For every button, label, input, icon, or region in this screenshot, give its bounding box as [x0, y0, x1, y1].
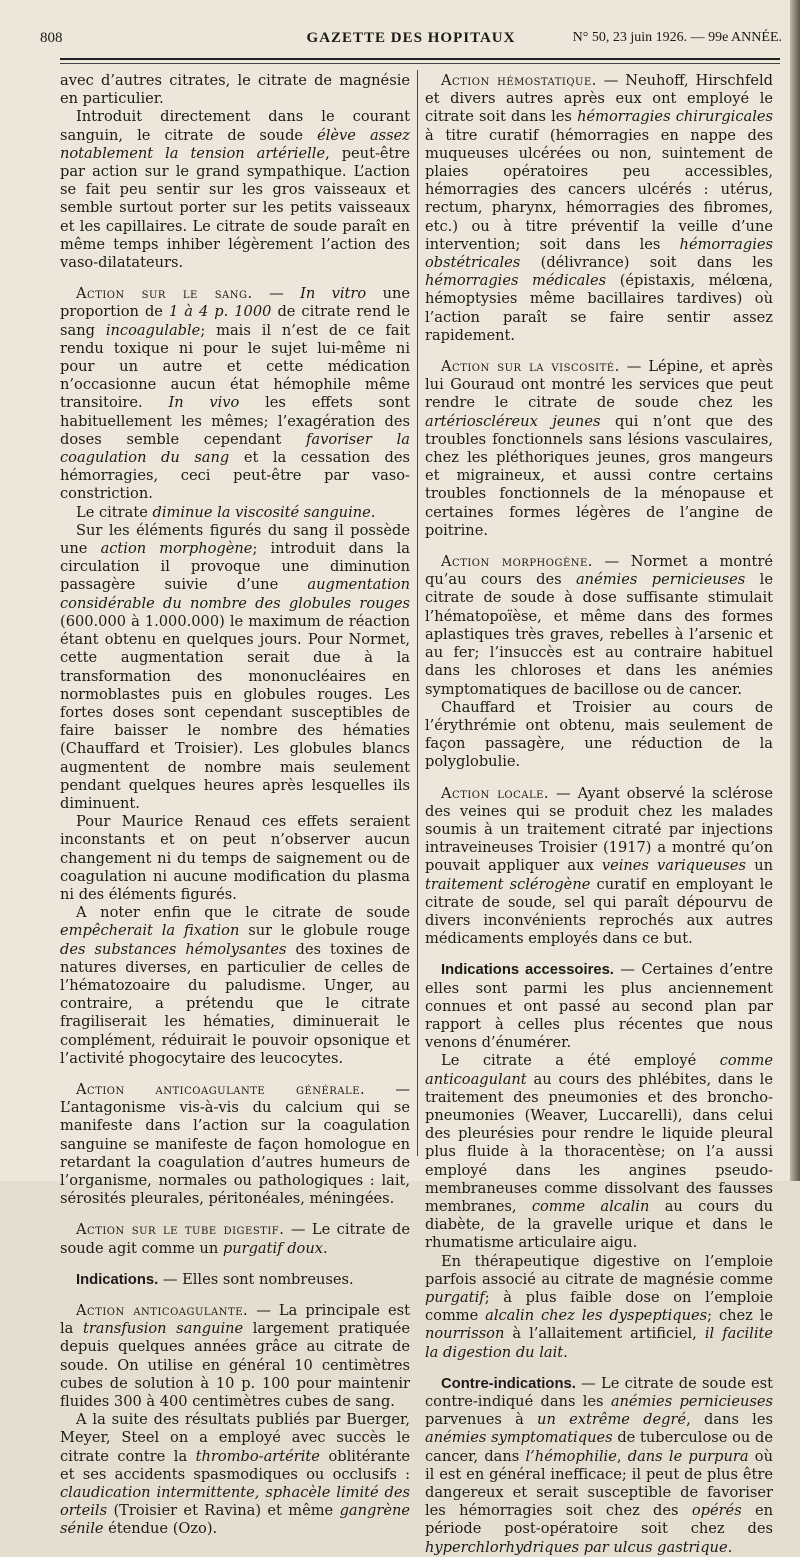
page-edge-shadow — [790, 0, 800, 1181]
paragraph: Le citrate diminue la viscosité sanguine. — [76, 503, 376, 521]
left-column — [60, 72, 410, 1539]
section-heading: Action morphogène. — [441, 553, 593, 571]
paragraph: Sur les éléments figurés du sang il possède une action morphogène; introduit dans la circulation il provoque une diminution passagère suivie d’une augmentation considérable du nombre des globules rouges (600.000 à 1.000.000) le maximum de réaction étant obtenu en quelques jours. Pour Normet, cette augmentation serait due à la transformation des mononucléaires en normoblastes puis en globules rouges. Les fortes doses sont cependant susceptibles de faire baisser le nombre des hématies (Chauffard et Troisier). Les globules blancs augmentent de nombre mais seulement pendant quelques heures après lesquelles ils diminuent. — [60, 521, 410, 812]
section-heading: Action anticoagulante générale. — [76, 1080, 366, 1098]
section-heading: Action sur le sang. — [76, 285, 253, 303]
section-action-morphogene: Action morphogène. — Normet a montré qu’au cours des anémies pernicieuses le citrate de soude à dose suffisante stimulait l’hématopoïèse, et même dans des formes aplastiques très graves, rebelles à l’arsenic et au fer; l’insuccès est au contraire habituel dans les chloroses et dans les anémies symptomatiques de bacillose ou de cancer. — [425, 553, 773, 698]
paragraph: Le citrate a été employé comme anticoagulant au cours des phlébites, dans le traitement des pneumonies et des broncho-pneumonies (Weaver, Luccarelli), dans celui des pleurésies pour rendre le liquide pleural plus fluide à la thoracentèse; on l’a aussi employé dans les angines pseudo-membraneuses comme dissolvant des fausses membranes, comme alcalin au cours du diabète, de la gravelle urique et dans le rhumatisme articulaire aigu. — [425, 1052, 773, 1252]
section-heading: Action sur le tube digestif. — [76, 1221, 285, 1239]
section-heading: Action locale. — [441, 784, 550, 802]
section-heading: Action anticoagulante. — [76, 1302, 249, 1319]
paragraph: En thérapeutique digestive on l’emploie parfois associé au citrate de magnésie comme purgatif; à plus faible dose on l’emploie comme alcalin chez les dyspeptiques; chez le nourrisson à l’allaitement artificiel, il facilite la digestion du lait. — [425, 1252, 773, 1361]
right-column — [425, 72, 773, 1557]
paragraph: avec d’autres citrates, le citrate de magnésie en particulier. — [60, 72, 410, 108]
paragraph: A la suite des résultats publiés par Buerger, Meyer, Steel on a employé avec succès le citrate contre la thrombo-artérite oblitérante et ses accidents spasmodiques ou occlusifs : claudication intermittente, sphacèle limité des orteils (Troisier et Ravina) et même gangrène sénile étendue (Ozo). — [60, 1411, 410, 1538]
section-indications-accessoires: Indications accessoires. — Certaines d’entre elles sont parmi les plus anciennement connues et ont passé au second plan par rapport à celles plus récentes que nous venons d’énumérer. — [425, 961, 773, 1052]
journal-title: GAZETTE DES HOPITAUX — [306, 30, 516, 46]
paragraph: Pour Maurice Renaud ces effets seraient inconstants et on peut n’observer aucun changement ni du temps de saignement ou de coagulation ni aucune modification du plasma ni des éléments figurés. — [60, 813, 410, 903]
section-action-locale: Action locale. — Ayant observé la sclérose des veines qui se produit chez les malades soumis à un traitement citraté par injections intraveineuses Troisier (1917) a montré qu’on pouvait appliquer aux veines variqueuses un traitement sclérogène curatif en employant le citrate de soude, sel qui paraît dépourvu de divers inconvénients reprochés aux autres médicaments employés dans ce but. — [425, 784, 773, 948]
section-heading: Contre-indications. — [441, 1375, 576, 1392]
section-heading: Indications accessoires. — [441, 962, 614, 979]
section-action-sang: Action sur le sang. — In vitro une proportion de 1 à 4 p. 1000 de citrate rend le sang incoagulable; mais il n’est de ce fait rendu toxique ni pour le sujet lui-même ni pour un autre et cette médication n’occasionne aucun état hémophile même transitoire. In vivo les effets sont habituellement les mêmes; l’exagération des doses semble cependant favoriser la coagulation du sang et la cessation des hémorragies, ceci peut-être par vaso-constriction. — [60, 285, 411, 503]
section-anticoagulante-generale: Action anticoagulante générale. — L’antagonisme vis-à-vis du calcium qui se manifeste dans l’action sur la coagulation sanguine se manifeste de façon homologue en retardant la coagulation d’autres humeurs de l’organisme, normales ou pathologiques : lait, sérosités pleurales, péritonéales, méningées. — [60, 1080, 411, 1208]
page-number: 808 — [40, 30, 63, 46]
section-heading: Action sur la viscosité. — [441, 358, 620, 376]
paragraph: A noter enfin que le citrate de soude empêcherait la fixation sur le globule rouge des substances hémolysantes des toxines de natures diverses, en particulier de celles de l’hématozoaire du paludisme. Unger, au contraire, a prétendu que le citrate fragiliserait les hématies, diminuerait le complément, réduirait le pouvoir opsonique et l’activité phogocytaire des leucocytes. — [60, 904, 411, 1067]
page-header — [40, 30, 782, 60]
section-action-viscosite: Action sur la viscosité. — Lépine, et après lui Gouraud ont montré les services que peut rendre le citrate de soude chez les artérioscléreux jeunes qui n’ont que des troubles fonctionnels sans lésions vasculaires, chez les pléthoriques jeunes, gros mangeurs et migraineux, et aussi contre certains troubles fonctionnels de la ménopause et certaines formes légères de l’angine de poitrine. — [425, 358, 773, 539]
section-heading: Action hémostatique. — [441, 72, 597, 89]
section-heading: Indications. — [76, 1271, 159, 1288]
section-indications: Indications. — Elles sont nombreuses. — [76, 1270, 354, 1288]
paragraph: Introduit directement dans le courant sanguin, le citrate de soude élève assez notablement la tension artérielle, peut-être par action sur le grand sympathique. L’action se fait peu sentir sur les gros vaisseaux et semble surtout porter sur les petits vaisseaux et les capillaires. Le citrate de soude paraît en même temps inhiber légèrement l’action des vaso-dilatateurs. — [60, 108, 410, 272]
column-divider — [417, 70, 418, 1156]
header-rule-thin — [60, 63, 780, 64]
section-tube-digestif: Action sur le tube digestif. — Le citrate de soude agit comme un purgatif doux. — [60, 1221, 410, 1257]
section-action-anticoagulante: Action anticoagulante. — La principale est la transfusion sanguine largement pratiquée depuis quelques années grâce au citrate de soude. On utilise en général 10 centimètres cubes de solution à 10 p. 100 pour maintenir fluides 300 à 400 centimètres cubes de sang. — [60, 1302, 410, 1411]
section-action-hemostatique: Action hémostatique. — Neuhoff, Hirschfeld et divers autres après eux ont employé le citrate soit dans les hémorragies chirurgicales à titre curatif (hémorragies en nappe des muqueuses ulcérées ou non, suintement de plaies opératoires peu accessibles, hémorragies des cancers ulcérés : utérus, rectum, pharynx, hémorragies des fibromes, etc.) ou à titre préventif la veille d’une intervention; soit dans les hémorragies obstétricales (délivrance) soit dans les hémorragies médicales (épistaxis, mélœna, hémoptysies même bacillaires tardives) où l’action paraît se faire sentir assez rapidement. — [425, 72, 773, 344]
section-contre-indications: Contre-indications. — Le citrate de soude est contre-indiqué dans les anémies pernicieuses parvenues à un extrême degré, dans les anémies symptomatiques de tuberculose ou de cancer, dans l’hémophilie, dans le purpura où il est en général inefficace; il peut de plus être dangereux et serait susceptible de favoriser les hémorragies soit chez des opérés en période post-opératoire soit chez des hyperchlorhydriques par ulcus gastrique. — [425, 1374, 774, 1556]
paragraph: Chauffard et Troisier au cours de l’érythrémie ont obtenu, mais seulement de façon passagère, une réduction de la polyglobulie. — [425, 698, 773, 771]
issue-info: N° 50, 23 juin 1926. — 99e ANNÉE. — [572, 30, 782, 45]
header-rule — [60, 58, 780, 60]
